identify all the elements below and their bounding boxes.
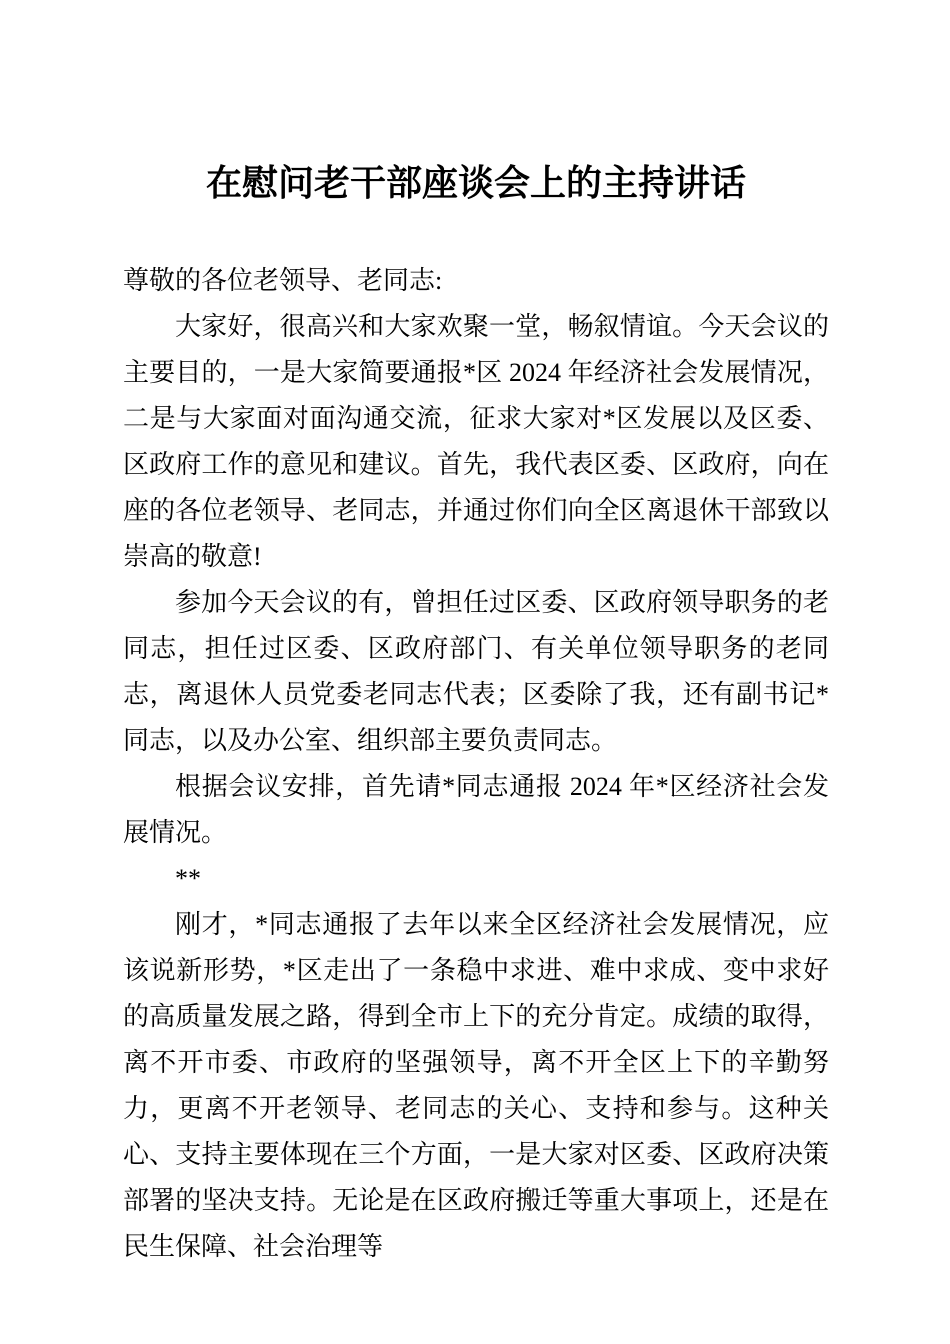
document-content (123, 158, 829, 1270)
paragraph-1: 尊敬的各位老领导、老同志: (123, 266, 443, 295)
paragraph-2: 大家好，很高兴和大家欢聚一堂，畅叙情谊。今天会议的主要目的，一是大家简要通报*区 2024 年经济社会发展情况，二是与大家面对面沟通交流，征求大家对*区发展以及区委、区政府工作的意见和建议。首先，我代表区委、区政府，向在座的各位老领导、老同志，并通过你们向全区离退休干部致以崇高的敬意! (123, 312, 829, 571)
document-body (123, 258, 829, 1270)
document-title: 在慰问老干部座谈会上的主持讲话 (205, 163, 746, 203)
paragraph-5: ** (175, 864, 201, 893)
paragraph-3: 参加今天会议的有，曾担任过区委、区政府领导职务的老同志，担任过区委、区政府部门、有关单位领导职务的老同志，离退休人员党委老同志代表；区委除了我，还有副书记*同志，以及办公室、组织部主要负责同志。 (123, 588, 829, 755)
paragraph-6: 刚才，*同志通报了去年以来全区经济社会发展情况，应该说新形势，*区走出了一条稳中求进、难中求成、变中求好的高质量发展之路，得到全市上下的充分肯定。成绩的取得，离不开市委、市政府的坚强领导，离不开全区上下的辛勤努力，更离不开老领导、老同志的关心、支持和参与。这种关心、支持主要体现在三个方面，一是大家对区委、区政府决策部署的坚决支持。无论是在区政府搬迁等重大事项上，还是在民生保障、社会治理等 (123, 910, 829, 1261)
paragraph-4: 根据会议安排，首先请*同志通报 2024 年*区经济社会发展情况。 (123, 772, 829, 847)
